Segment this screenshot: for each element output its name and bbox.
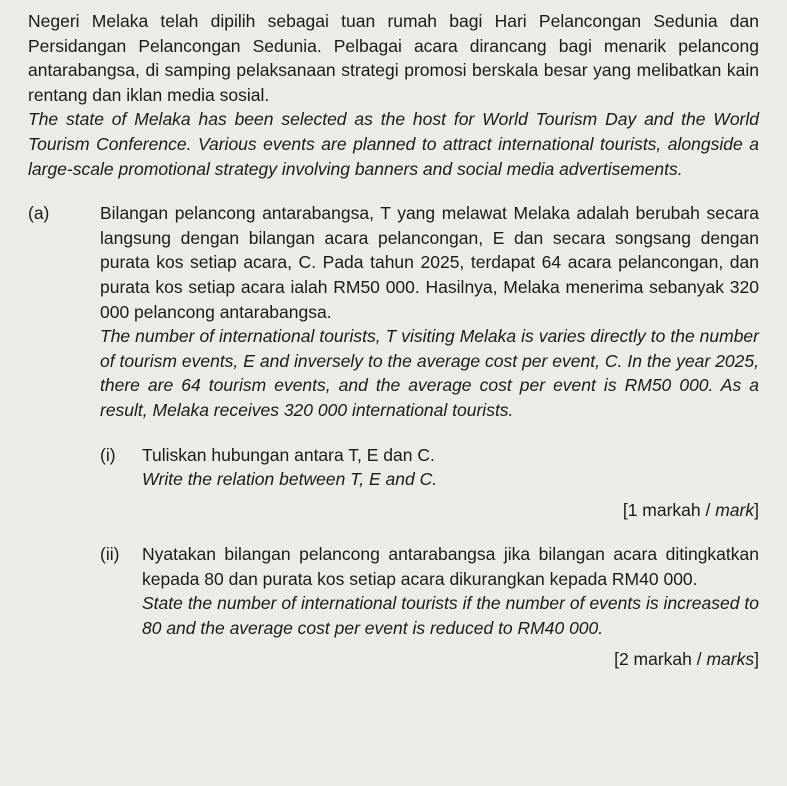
question-a-malay: Bilangan pelancong antarabangsa, T yang melawat Melaka adalah berubah secara langsung dengan bilangan acara pelancongan, E dan secara songsang dengan purata kos setiap acara, C. Pada tahun 2025, terdapat 64 acara pelancongan, dan purata kos setiap acara ialah RM50 000. Hasilnya, Melaka menerima sebanyak 320 000 pelancong antarabangsa. bbox=[100, 203, 759, 322]
intro-malay: Negeri Melaka telah dipilih sebagai tuan rumah bagi Hari Pelancongan Sedunia dan Persidangan Pelancongan Sedunia. Pelbagai acara dirancang bagi menarik pelancong antarabangsa, di samping pelaksanaan strategi promosi berskala besar yang melibatkan kain rentang dan iklan media sosial. bbox=[28, 11, 759, 105]
marks-english: marks bbox=[706, 648, 755, 669]
marks-malay: [2 markah / bbox=[614, 648, 707, 669]
question-a-i-english: Write the relation between T, E and C. bbox=[142, 469, 438, 490]
intro-english: The state of Melaka has been selected as the host for World Tourism Day and the World Tourism Conference. Various events are planned to attract international tourists, alongside a large-scale promotional strategy involving banners and social media advertisements. bbox=[28, 109, 759, 179]
question-a-content bbox=[100, 201, 759, 422]
question-a-ii-marks bbox=[28, 647, 759, 672]
question-a-i-label: (i) bbox=[100, 444, 116, 465]
question-a-ii-label: (ii) bbox=[100, 544, 120, 565]
question-a-i-marks bbox=[28, 498, 759, 523]
question-a-i-malay: Tuliskan hubungan antara T, E dan C. bbox=[142, 444, 435, 465]
marks-malay: [1 markah / bbox=[622, 499, 716, 520]
question-a-i bbox=[28, 443, 759, 492]
question-a-ii-content bbox=[142, 542, 759, 640]
question-a-ii-english: State the number of international tourists if the number of events is increased to 80 and the average cost per event is reduced to RM40 000. bbox=[142, 593, 759, 639]
question-a-i-content bbox=[142, 443, 759, 492]
question-a bbox=[28, 201, 759, 422]
question-a-english: The number of international tourists, T visiting Melaka is varies directly to the number of tourism events, E and inversely to the average cost per event, C. In the year 2025, there are 64 tourism events, and the average cost per event is RM50 000. As a result, Melaka receives 320 000 international tourists. bbox=[100, 326, 759, 420]
question-a-ii bbox=[28, 542, 759, 640]
marks-english: mark bbox=[715, 499, 755, 520]
question-a-ii-malay: Nyatakan bilangan pelancong antarabangsa jika bilangan acara ditingkatkan kepada 80 dan purata kos setiap acara dikurangkan kepada RM40 000. bbox=[142, 544, 759, 589]
marks-close: ] bbox=[754, 648, 759, 669]
marks-close: ] bbox=[754, 499, 759, 520]
question-a-label: (a) bbox=[28, 203, 50, 224]
